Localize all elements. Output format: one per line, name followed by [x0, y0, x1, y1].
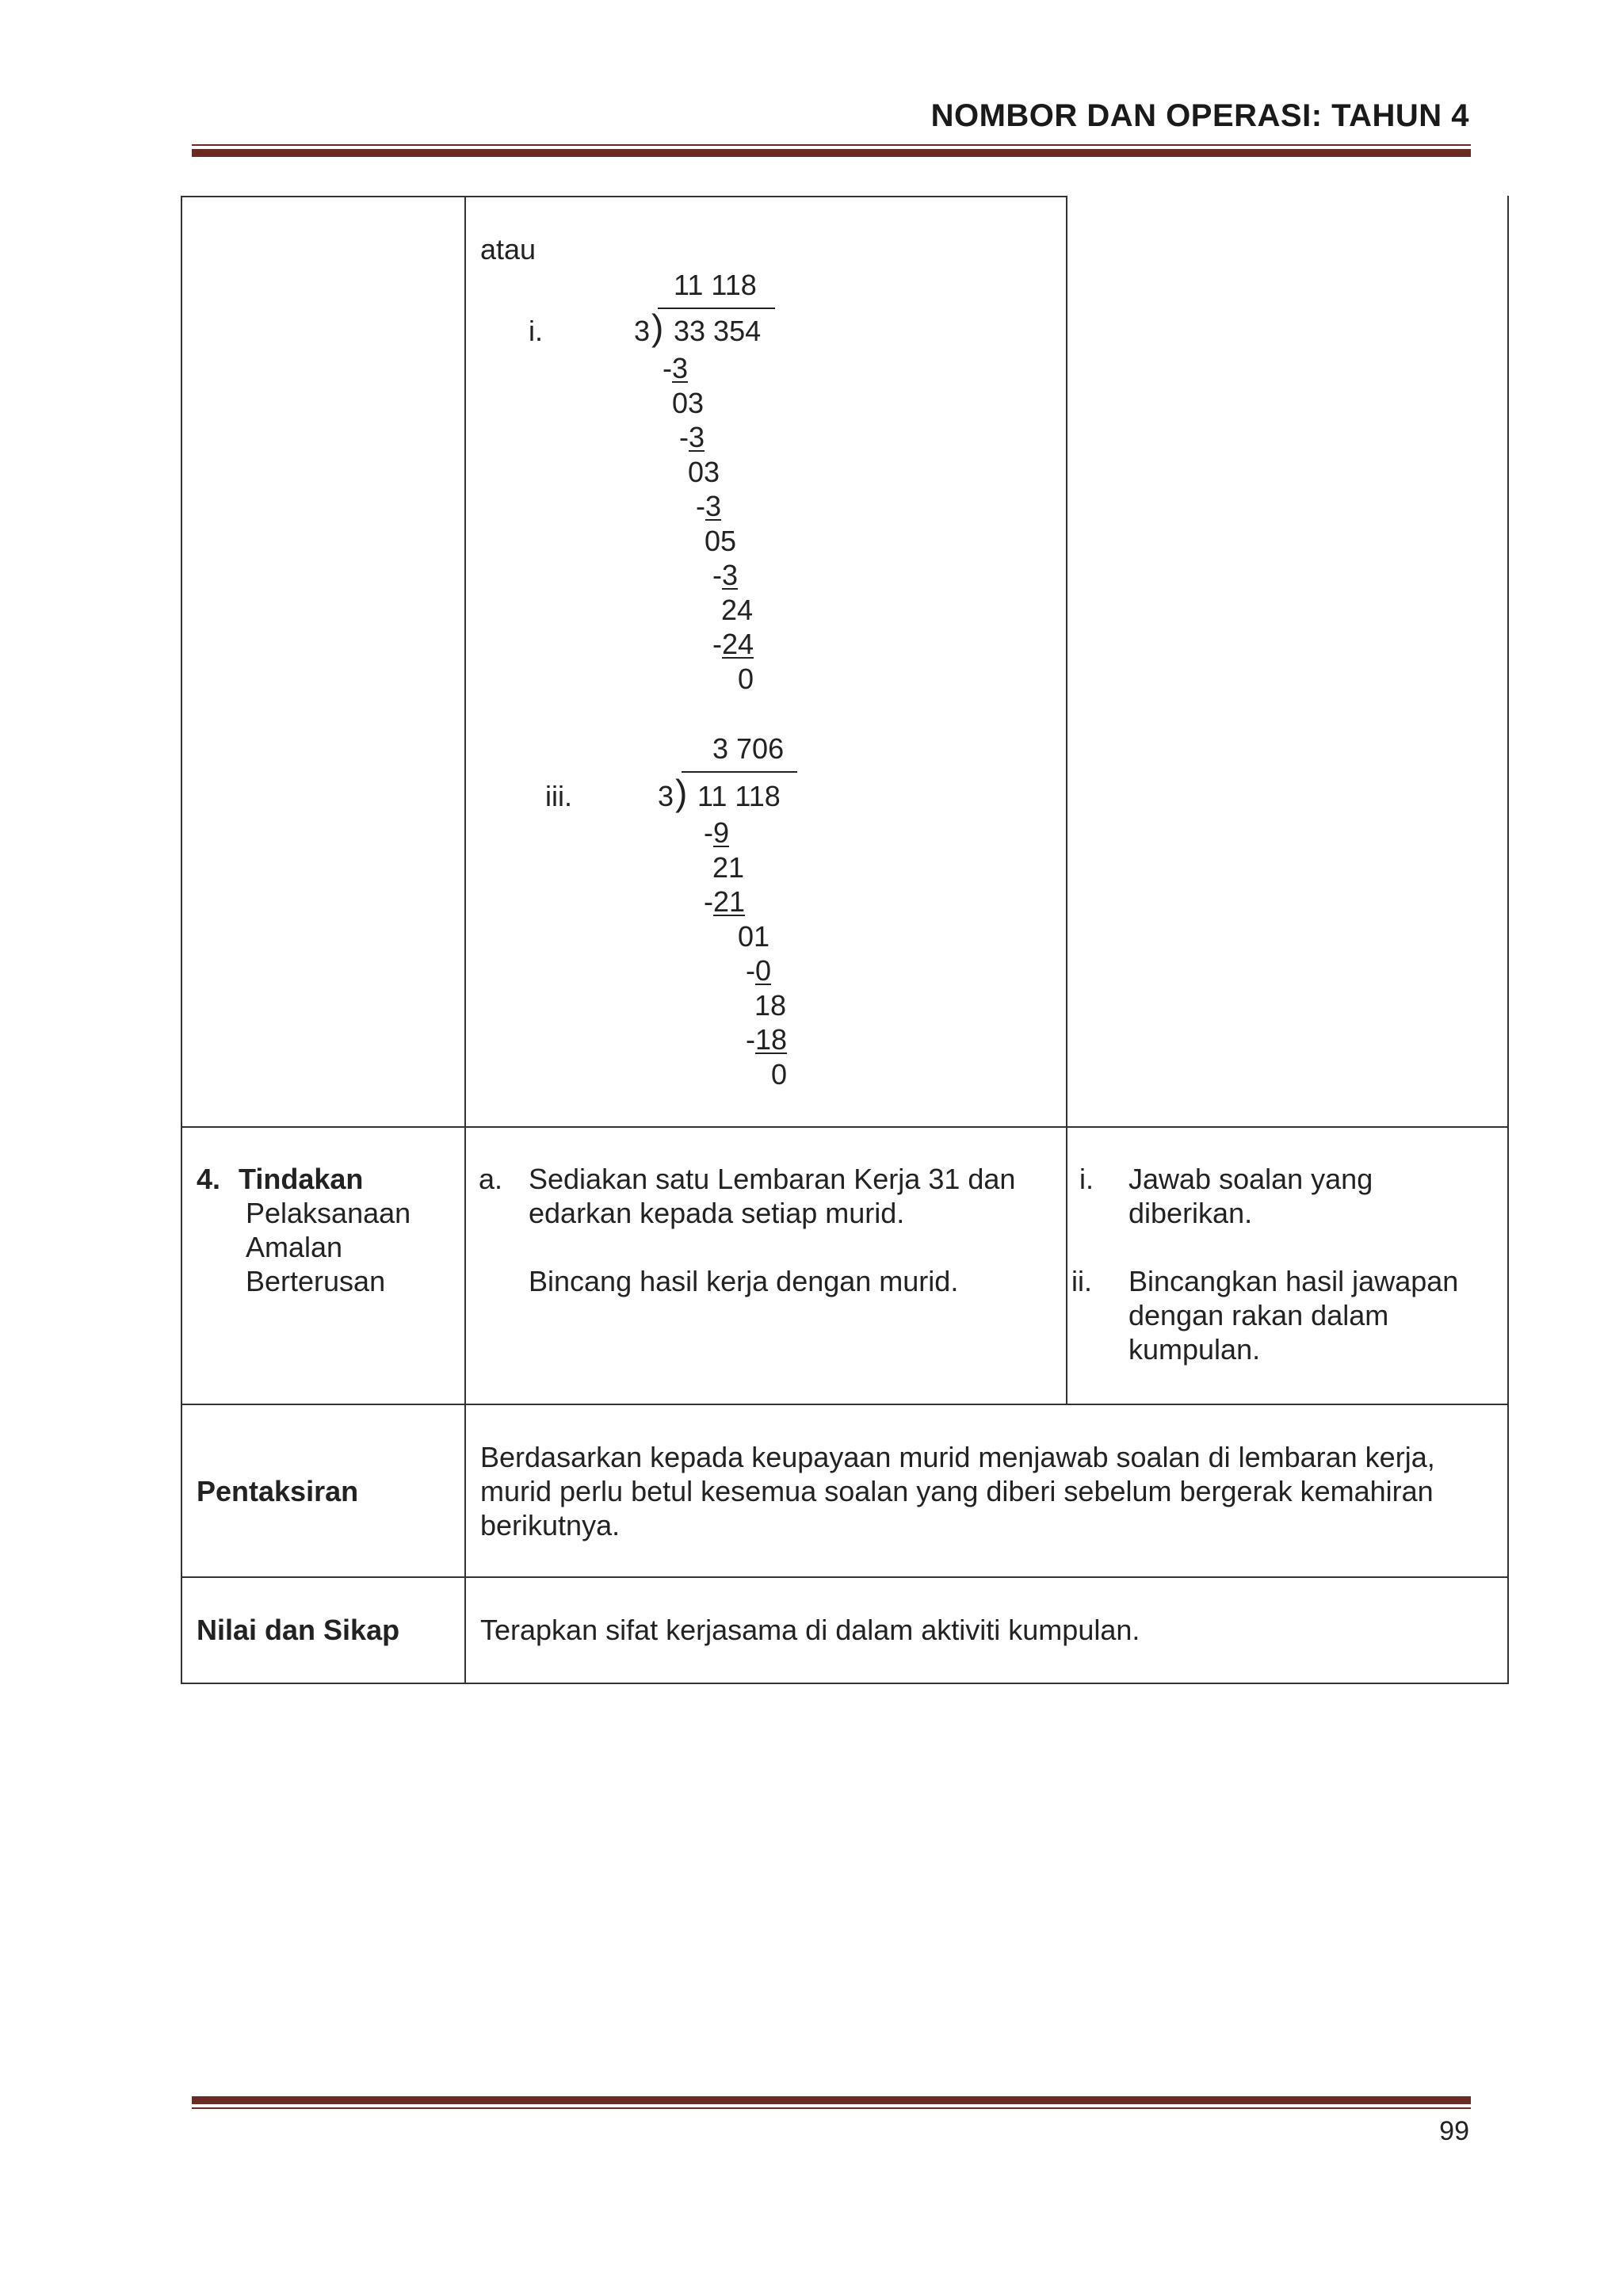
row-title-line: Amalan — [246, 1231, 343, 1263]
remainder-step: 03 — [672, 387, 705, 419]
atau-label: atau — [480, 233, 537, 266]
footer-rule — [192, 2096, 1471, 2109]
subtraction-step: -0 — [746, 954, 772, 987]
remainder-step: 01 — [738, 920, 770, 953]
row-divider — [181, 1576, 1509, 1578]
subtraction-step: -21 — [704, 885, 746, 918]
row-title-line: Pelaksanaan — [246, 1197, 411, 1229]
student-item-line: Jawab soalan yang — [1128, 1163, 1373, 1195]
subtraction-step: -24 — [712, 628, 754, 660]
student-item-line: dengan rakan dalam — [1128, 1299, 1389, 1331]
division-label: i. — [529, 315, 543, 347]
values-text: Terapkan sifat kerjasama di dalam aktiviti kumpulan. — [480, 1614, 1140, 1646]
page-header-title: NOMBOR DAN OPERASI: TAHUN 4 — [930, 98, 1469, 133]
student-item-line: diberikan. — [1128, 1197, 1253, 1229]
remainder-step: 03 — [688, 456, 720, 488]
remainder-step: 05 — [705, 525, 737, 557]
header-rule — [192, 144, 1471, 157]
division-bracket-bar — [658, 308, 775, 309]
division-quotient: 11 118 — [674, 269, 757, 301]
division-quotient: 3 706 — [712, 732, 785, 765]
student-item-marker: i. — [1079, 1163, 1094, 1195]
subtraction-step: -3 — [712, 559, 739, 591]
division-dividend: 11 118 — [697, 780, 781, 812]
teacher-item-line: Sediakan satu Lembaran Kerja 31 dan — [529, 1163, 1016, 1195]
remainder-step: 0 — [738, 663, 754, 695]
row-number: 4. — [197, 1163, 221, 1195]
subtraction-step: -3 — [696, 490, 722, 522]
remainder-step: 21 — [712, 851, 745, 884]
table-left-border — [181, 196, 182, 1684]
remainder-step: 24 — [721, 594, 754, 626]
student-item-marker: ii. — [1071, 1265, 1092, 1297]
row-divider — [181, 1404, 1509, 1405]
table-bottom-border — [181, 1683, 1509, 1684]
division-bracket: ) — [675, 772, 688, 813]
assessment-line: berikutnya. — [480, 1509, 621, 1541]
subtraction-step: -3 — [663, 352, 689, 384]
teacher-item-marker: a. — [479, 1163, 503, 1195]
row-label: Nilai dan Sikap — [197, 1614, 400, 1646]
student-item-line: Bincangkan hasil jawapan — [1128, 1265, 1459, 1297]
division-label: iii. — [545, 780, 572, 812]
teacher-discuss-text: Bincang hasil kerja dengan murid. — [529, 1265, 959, 1297]
subtraction-step: -9 — [704, 816, 730, 849]
remainder-step: 18 — [754, 989, 787, 1022]
row-title-line: Berterusan — [246, 1265, 386, 1297]
division-dividend: 33 354 — [674, 315, 762, 347]
assessment-line: Berdasarkan kepada keupayaan murid menjawab soalan di lembaran kerja, — [480, 1441, 1435, 1473]
subtraction-step: -18 — [746, 1023, 788, 1056]
student-item-line: kumpulan. — [1128, 1333, 1261, 1366]
table-right-border — [1507, 196, 1509, 1684]
assessment-line: murid perlu betul kesemua soalan yang diberi sebelum bergerak kemahiran — [480, 1475, 1434, 1507]
division-divisor: 3 — [658, 780, 674, 812]
column-divider — [1066, 196, 1067, 1405]
remainder-step: 0 — [771, 1058, 788, 1091]
column-divider — [464, 196, 466, 1684]
table-top-border — [181, 196, 1067, 197]
row-divider — [181, 1126, 1509, 1128]
row-label: Pentaksiran — [197, 1475, 359, 1507]
subtraction-step: -3 — [679, 421, 705, 453]
division-bracket-bar — [682, 771, 797, 773]
page-number: 99 — [1439, 2116, 1469, 2146]
teacher-item-line: edarkan kepada setiap murid. — [529, 1197, 905, 1229]
row-title: Tindakan — [239, 1163, 364, 1195]
division-divisor: 3 — [634, 315, 651, 347]
division-bracket: ) — [651, 307, 664, 348]
